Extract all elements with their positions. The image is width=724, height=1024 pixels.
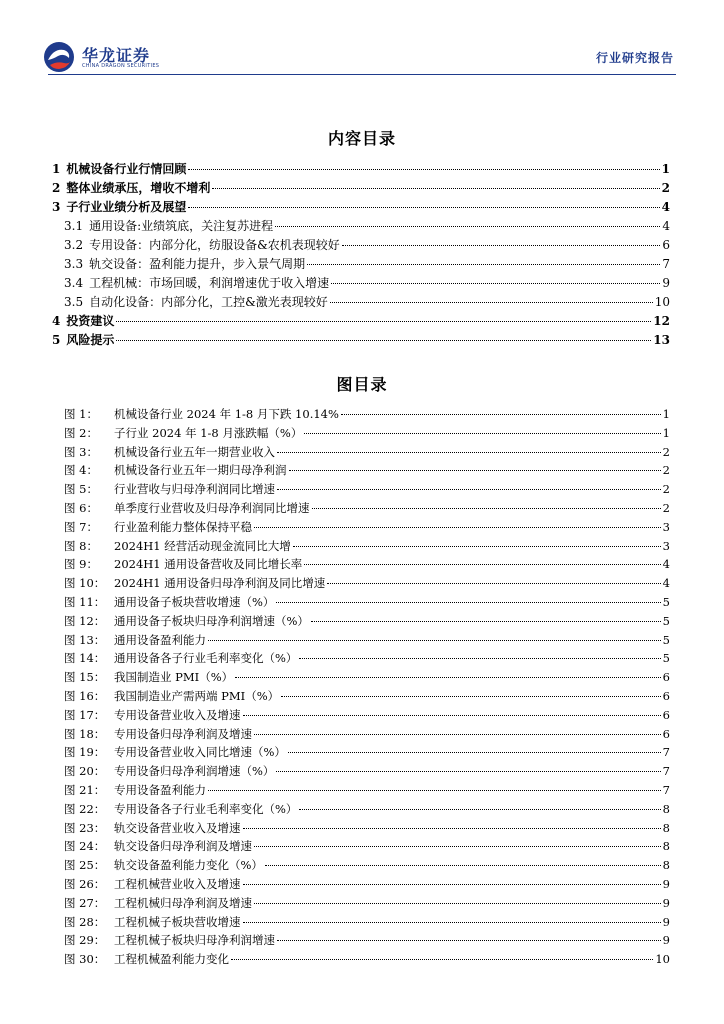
figure-entry[interactable] xyxy=(64,856,670,875)
figure-entry[interactable] xyxy=(64,461,670,480)
toc-entry-number: 3.5 xyxy=(64,295,84,309)
figure-entry[interactable] xyxy=(64,687,670,706)
figure-entry-text: 专用设备归母净利润增速（%） xyxy=(114,764,275,779)
dot-leader xyxy=(276,602,660,603)
dot-leader xyxy=(243,715,661,716)
toc-entry-text: 轨交设备：盈利能力提升，步入景气周期 xyxy=(89,257,306,271)
dot-leader xyxy=(208,640,661,641)
figure-entry-page: 3 xyxy=(662,538,670,553)
figure-entry[interactable] xyxy=(64,405,670,424)
figure-entry-page: 9 xyxy=(662,895,670,910)
figure-entry-page: 6 xyxy=(662,670,670,685)
figure-entry-text: 我国制造业产需两端 PMI（%） xyxy=(114,688,280,703)
figure-entry-page: 7 xyxy=(662,764,670,779)
figure-entry[interactable] xyxy=(64,800,670,819)
figure-entry[interactable] xyxy=(64,649,670,668)
toc-entry-number: 3.2 xyxy=(64,238,84,252)
toc-entry-number: 3.1 xyxy=(64,219,84,233)
figure-entry-label: 图 1： xyxy=(64,407,98,421)
figure-entry-label: 图 19： xyxy=(64,745,106,760)
figure-entry-text: 机械设备行业五年一期营业收入 xyxy=(114,444,275,459)
figure-entry-text: 机械设备行业 2024 年 1-8 月下跌 10.14% xyxy=(114,407,339,421)
figure-entry-page: 5 xyxy=(662,651,670,666)
dot-leader xyxy=(254,527,661,528)
toc-entry[interactable] xyxy=(52,274,670,293)
toc-entry[interactable] xyxy=(52,160,670,179)
figure-entry[interactable] xyxy=(64,875,670,894)
figure-entry-text: 子行业 2024 年 1-8 月涨跌幅（%） xyxy=(114,425,303,440)
figure-entry-text: 行业营收与归母净利润同比增速 xyxy=(114,482,275,497)
dot-leader xyxy=(116,321,651,322)
figure-entry-label: 图 25： xyxy=(64,858,106,873)
figure-entry[interactable] xyxy=(64,819,670,838)
dot-leader xyxy=(188,207,659,208)
toc-title: 内容目录 xyxy=(327,129,396,148)
figure-entry-label: 图 12： xyxy=(64,613,106,628)
dot-leader xyxy=(276,771,660,772)
dot-leader xyxy=(299,658,660,659)
figure-entry-text: 专用设备营业收入同比增速（%） xyxy=(114,745,286,760)
figure-entry-page: 1 xyxy=(662,407,670,421)
toc-entry-page: 9 xyxy=(662,276,670,290)
dot-leader xyxy=(304,564,660,565)
dot-leader xyxy=(243,828,661,829)
figure-entry-label: 图 2： xyxy=(64,425,98,440)
toc-entry[interactable] xyxy=(52,255,670,274)
dot-leader xyxy=(288,752,661,753)
toc-entry-number: 4 xyxy=(52,314,61,328)
toc-entry-page: 13 xyxy=(653,333,670,347)
figure-entry-label: 图 30： xyxy=(64,952,106,967)
figure-entry-page: 8 xyxy=(662,820,670,835)
figure-entry-text: 通用设备子板块归母净利润增速（%） xyxy=(114,613,309,628)
figure-entry-page: 5 xyxy=(662,594,670,609)
dot-leader xyxy=(331,283,660,284)
figure-entry-page: 6 xyxy=(662,707,670,722)
figure-entry-text: 轨交设备盈利能力变化（%） xyxy=(114,858,263,873)
figure-entry-text: 轨交设备归母净利润及增速 xyxy=(114,839,252,854)
figure-entry-page: 2 xyxy=(662,444,670,459)
toc-entry[interactable] xyxy=(52,236,670,255)
figure-entry-text: 通用设备盈利能力 xyxy=(114,632,206,647)
figure-entry-page: 10 xyxy=(655,952,670,967)
figure-entry-page: 3 xyxy=(662,519,670,534)
figure-entry[interactable] xyxy=(64,725,670,744)
dot-leader xyxy=(235,677,661,678)
dot-leader xyxy=(341,414,661,415)
figure-entry[interactable] xyxy=(64,424,670,443)
figure-entry-label: 图 23： xyxy=(64,820,106,835)
figure-entry-page: 1 xyxy=(662,425,670,440)
figure-entry-label: 图 21： xyxy=(64,782,106,797)
dot-leader xyxy=(304,433,660,434)
toc-entry-page: 12 xyxy=(653,314,670,328)
logo-english-name: CHINA DRAGON SECURITIES xyxy=(82,63,160,69)
toc-entry-text: 自动化设备：内部分化，工控&激光表现较好 xyxy=(89,295,328,309)
figure-entry-page: 7 xyxy=(662,782,670,797)
figure-entry-text: 工程机械归母净利润及增速 xyxy=(114,895,252,910)
figure-entry-page: 7 xyxy=(662,745,670,760)
figure-entry-label: 图 20： xyxy=(64,764,106,779)
dot-leader xyxy=(188,169,659,170)
figure-entry-text: 2024H1 通用设备归母净利润及同比增速 xyxy=(114,576,326,591)
toc-entry[interactable] xyxy=(52,217,670,236)
figure-entry-page: 5 xyxy=(662,613,670,628)
toc-entry-page: 7 xyxy=(662,257,670,271)
figure-entry-page: 2 xyxy=(662,500,670,515)
dot-leader xyxy=(277,452,661,453)
figure-entry-label: 图 3： xyxy=(64,444,98,459)
toc-entry-text: 投资建议 xyxy=(66,314,115,328)
figure-list-title: 图目录 xyxy=(336,375,388,394)
figure-entry-label: 图 29： xyxy=(64,933,106,948)
figure-entry-label: 图 7： xyxy=(64,519,98,534)
toc-entry-number: 1 xyxy=(52,162,61,176)
figure-entry-label: 图 22： xyxy=(64,801,106,816)
figure-entry-text: 专用设备盈利能力 xyxy=(114,782,206,797)
dot-leader xyxy=(342,245,661,246)
figure-entry-label: 图 27： xyxy=(64,895,106,910)
dot-leader xyxy=(231,959,653,960)
figure-entry-page: 6 xyxy=(662,688,670,703)
toc-entry-page: 4 xyxy=(661,200,670,214)
toc-entry-number: 5 xyxy=(52,333,61,347)
dot-leader xyxy=(307,264,660,265)
figure-entry-label: 图 13： xyxy=(64,632,106,647)
figure-entry-text: 单季度行业营收及归母净利润同比增速 xyxy=(114,500,310,515)
dot-leader xyxy=(212,188,659,189)
figure-entry-label: 图 16： xyxy=(64,688,106,703)
list-of-figures xyxy=(64,405,670,969)
toc-entry-page: 2 xyxy=(661,181,670,195)
figure-entry-label: 图 11： xyxy=(64,594,106,609)
figure-entry-page: 4 xyxy=(662,557,670,572)
figure-entry[interactable] xyxy=(64,743,670,762)
dot-leader xyxy=(265,865,661,866)
figure-entry[interactable] xyxy=(64,668,670,687)
toc-entry-number: 3.3 xyxy=(64,257,84,271)
figure-entry-page: 2 xyxy=(662,482,670,497)
toc-entry-page: 6 xyxy=(662,238,670,252)
figure-entry[interactable] xyxy=(64,781,670,800)
figure-entry-label: 图 18： xyxy=(64,726,106,741)
toc-entry[interactable] xyxy=(52,179,670,198)
logo-chinese-name: 华龙证券 xyxy=(82,46,151,65)
company-logo xyxy=(42,40,172,74)
figure-entry-text: 工程机械子板块归母净利润增速 xyxy=(114,933,275,948)
toc-entry-number: 2 xyxy=(52,181,61,195)
figure-entry-label: 图 28： xyxy=(64,914,106,929)
figure-entry[interactable] xyxy=(64,555,670,574)
dot-leader xyxy=(299,809,660,810)
figure-entry-text: 专用设备各子行业毛利率变化（%） xyxy=(114,801,298,816)
figure-entry-text: 通用设备各子行业毛利率变化（%） xyxy=(114,651,298,666)
dot-leader xyxy=(254,734,661,735)
toc-entry-page: 10 xyxy=(654,295,670,309)
figure-entry-text: 专用设备归母净利润及增速 xyxy=(114,726,252,741)
toc-entry[interactable] xyxy=(52,198,670,217)
figure-entry-label: 图 8： xyxy=(64,538,98,553)
figure-entry-label: 图 6： xyxy=(64,500,98,515)
figure-entry-page: 2 xyxy=(662,463,670,478)
toc-entry-text: 风险提示 xyxy=(66,333,115,347)
dot-leader xyxy=(277,489,661,490)
toc-entry-number: 3 xyxy=(52,200,61,214)
figure-entry-label: 图 4： xyxy=(64,463,98,478)
figure-entry-text: 通用设备子板块营收增速（%） xyxy=(114,594,275,609)
figure-entry[interactable] xyxy=(64,950,670,969)
figure-entry-page: 9 xyxy=(662,876,670,891)
toc-entry-page: 1 xyxy=(661,162,670,176)
figure-entry[interactable] xyxy=(64,762,670,781)
figure-entry-text: 工程机械盈利能力变化 xyxy=(114,952,229,967)
table-of-contents xyxy=(52,160,670,350)
dot-leader xyxy=(208,790,661,791)
figure-entry-text: 工程机械子板块营收增速 xyxy=(114,914,241,929)
figure-entry-label: 图 9： xyxy=(64,557,98,572)
figure-entry[interactable] xyxy=(64,480,670,499)
figure-entry-page: 8 xyxy=(662,858,670,873)
figure-entry-text: 机械设备行业五年一期归母净利润 xyxy=(114,463,287,478)
dot-leader xyxy=(327,583,660,584)
figure-entry[interactable] xyxy=(64,913,670,932)
toc-entry-text: 机械设备行业行情回顾 xyxy=(66,162,187,176)
dot-leader xyxy=(254,903,661,904)
header-divider xyxy=(48,74,676,75)
figure-entry[interactable] xyxy=(64,443,670,462)
toc-entry-text: 通用设备:业绩筑底，关注复苏进程 xyxy=(89,219,274,233)
dot-leader xyxy=(254,846,661,847)
figure-entry[interactable] xyxy=(64,518,670,537)
dot-leader xyxy=(243,884,661,885)
toc-entry-text: 子行业业绩分析及展望 xyxy=(66,200,187,214)
figure-entry-page: 9 xyxy=(662,914,670,929)
figure-entry-text: 工程机械营业收入及增速 xyxy=(114,876,241,891)
figure-entry[interactable] xyxy=(64,631,670,650)
toc-entry[interactable] xyxy=(52,293,670,312)
figure-entry-label: 图 10： xyxy=(64,576,106,591)
figure-entry-text: 2024H1 经营活动现金流同比大增 xyxy=(114,538,291,553)
toc-entry-text: 工程机械：市场回暖，利润增速优于收入增速 xyxy=(89,276,330,290)
toc-entry-text: 专用设备：内部分化，纺服设备&农机表现较好 xyxy=(89,238,340,252)
toc-entry[interactable] xyxy=(52,331,670,350)
figure-entry[interactable] xyxy=(64,894,670,913)
figure-entry-label: 图 5： xyxy=(64,482,98,497)
figure-entry-text: 我国制造业 PMI（%） xyxy=(114,670,234,685)
page-header xyxy=(0,0,724,80)
figure-entry-page: 6 xyxy=(662,726,670,741)
dot-leader xyxy=(311,621,661,622)
figure-entry-page: 4 xyxy=(662,576,670,591)
dot-leader xyxy=(293,546,661,547)
figure-entry-page: 9 xyxy=(662,933,670,948)
figure-entry[interactable] xyxy=(64,931,670,950)
figure-entry-page: 8 xyxy=(662,801,670,816)
figure-entry-text: 2024H1 通用设备营收及同比增长率 xyxy=(114,557,303,572)
dot-leader xyxy=(277,940,661,941)
dot-leader xyxy=(243,922,661,923)
figure-entry-label: 图 24： xyxy=(64,839,106,854)
figure-entry-text: 轨交设备营业收入及增速 xyxy=(114,820,241,835)
toc-entry-text: 整体业绩承压，增收不增利 xyxy=(66,181,211,195)
figure-entry[interactable] xyxy=(64,499,670,518)
figure-entry-page: 5 xyxy=(662,632,670,647)
figure-entry-label: 图 17： xyxy=(64,707,106,722)
dot-leader xyxy=(281,696,661,697)
dot-leader xyxy=(275,226,660,227)
figure-entry[interactable] xyxy=(64,706,670,725)
figure-entry-text: 行业盈利能力整体保持平稳 xyxy=(114,519,252,534)
dot-leader xyxy=(289,470,661,471)
figure-entry[interactable] xyxy=(64,574,670,593)
figure-entry[interactable] xyxy=(64,593,670,612)
figure-entry-label: 图 15： xyxy=(64,670,106,685)
toc-entry[interactable] xyxy=(52,312,670,331)
figure-entry[interactable] xyxy=(64,837,670,856)
figure-entry-page: 8 xyxy=(662,839,670,854)
figure-entry-label: 图 14： xyxy=(64,651,106,666)
dot-leader xyxy=(116,340,651,341)
figure-entry[interactable] xyxy=(64,537,670,556)
figure-entry[interactable] xyxy=(64,612,670,631)
report-type-label: 行业研究报告 xyxy=(595,51,674,65)
toc-entry-page: 4 xyxy=(662,219,670,233)
figure-entry-text: 专用设备营业收入及增速 xyxy=(114,707,241,722)
dot-leader xyxy=(312,508,661,509)
dragon-logo-icon xyxy=(42,40,76,74)
dot-leader xyxy=(330,302,653,303)
figure-entry-label: 图 26： xyxy=(64,876,106,891)
toc-entry-number: 3.4 xyxy=(64,276,84,290)
